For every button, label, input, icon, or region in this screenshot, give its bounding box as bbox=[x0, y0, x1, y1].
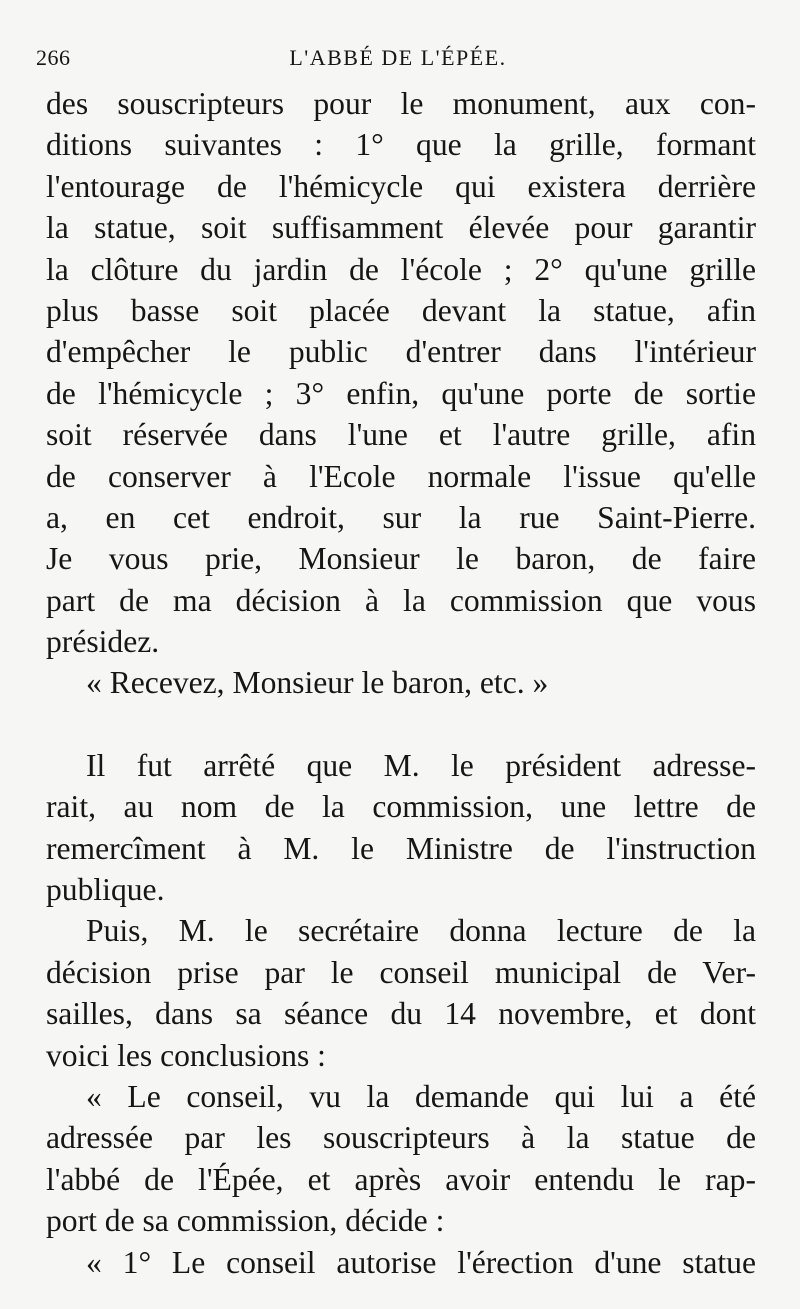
text-line: adressée par les souscripteurs à la statue de bbox=[46, 1120, 756, 1156]
paragraph-spacer bbox=[46, 704, 756, 745]
text-line: l'entourage de l'hémicycle qui existera derrière bbox=[46, 168, 756, 204]
text-line: « 1° Le conseil autorise l'érection d'une statue bbox=[86, 1244, 756, 1280]
text-line: décision prise par le conseil municipal de Ver- bbox=[46, 954, 756, 990]
page-number: 266 bbox=[36, 45, 71, 70]
text-line: a, en cet endroit, sur la rue Saint-Pierre. bbox=[46, 499, 756, 535]
text-line: voici les conclusions : bbox=[46, 1037, 326, 1073]
text-line: « Le conseil, vu la demande qui lui a été bbox=[86, 1078, 756, 1114]
page-header bbox=[36, 45, 760, 79]
text-line: ditions suivantes : 1° que la grille, formant bbox=[46, 127, 756, 163]
text-line: « Recevez, Monsieur le baron, etc. » bbox=[86, 665, 549, 701]
text-line: de l'hémicycle ; 3° enfin, qu'une porte de sortie bbox=[46, 375, 756, 411]
text-line: la clôture du jardin de l'école ; 2° qu'une grille bbox=[46, 251, 756, 287]
text-line: remercîment à M. le Ministre de l'instruction bbox=[46, 830, 756, 866]
text-line: rait, au nom de la commission, une lettre de bbox=[46, 789, 756, 825]
paragraph bbox=[46, 745, 756, 911]
text-line: Puis, M. le secrétaire donna lecture de la bbox=[86, 913, 756, 949]
text-line: présidez. bbox=[46, 624, 160, 660]
paragraph bbox=[46, 662, 756, 703]
text-line: sailles, dans sa séance du 14 novembre, et dont bbox=[46, 996, 756, 1032]
text-line: l'abbé de l'Épée, et après avoir entendu le rap- bbox=[46, 1161, 756, 1197]
text-line: Je vous prie, Monsieur le baron, de faire bbox=[46, 541, 756, 577]
text-line: plus basse soit placée devant la statue, afin bbox=[46, 292, 756, 328]
paragraph bbox=[46, 83, 756, 662]
text-line: de conserver à l'Ecole normale l'issue qu'elle bbox=[46, 458, 756, 494]
page-body bbox=[46, 83, 756, 1283]
text-line: des souscripteurs pour le monument, aux con- bbox=[46, 86, 756, 121]
text-line: la statue, soit suffisamment élevée pour garantir bbox=[46, 210, 756, 246]
paragraph bbox=[46, 1076, 756, 1242]
text-line: part de ma décision à la commission que vous bbox=[46, 582, 756, 618]
text-line: port de sa commission, décide : bbox=[46, 1203, 445, 1239]
paragraph bbox=[46, 1242, 756, 1283]
text-line: d'empêcher le public d'entrer dans l'intérieur bbox=[46, 334, 756, 370]
text-line: publique. bbox=[46, 872, 165, 908]
text-line: Il fut arrêté que M. le président adresse- bbox=[86, 747, 756, 783]
paragraph bbox=[46, 910, 756, 1076]
text-line: soit réservée dans l'une et l'autre grille, afin bbox=[46, 417, 756, 453]
running-title: L'ABBÉ DE L'ÉPÉE. bbox=[289, 45, 507, 70]
